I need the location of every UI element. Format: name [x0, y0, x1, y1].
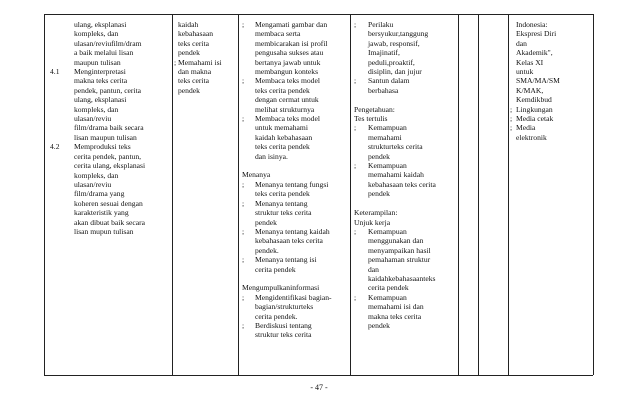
- activity-item: ; Menanya tentang struktur teks cerita pendek: [242, 198, 312, 227]
- activity-item: ; Berdiskusi tentang struktur teks cerita: [242, 320, 312, 340]
- column-divider: [478, 14, 479, 375]
- assessment-item: ; Kemampuan memahami isi dan makna teks cerita pendek: [354, 292, 424, 330]
- material-intro: kaidah kebahasaan teks cerita pendek: [178, 20, 213, 58]
- competency-item: 4.2 Memproduksi teks cerita pendek, pantun, cerita ulang, eksplanasi kompleks, dan ulasan/reviu film/drama yang koheren sesuai dengan karakteristik yang akan dibuat baik secara lisan mupun tulisan: [50, 142, 146, 236]
- activity-item: ; Membaca teks model teks cerita pendek dengan cermat untuk melihat strukturnya: [242, 76, 320, 114]
- competency-item: 4.1 Menginterpretasi makna teks cerita pendek, pantun, cerita ulang, eksplanasi kompleks, dan ulasan/reviu film/drama baik secara lisan maupun tulisan: [50, 67, 144, 142]
- table-border-right: [593, 14, 594, 375]
- assessment-column: [354, 20, 456, 330]
- column-divider: [508, 14, 509, 375]
- section-subheading: Unjuk kerja: [354, 217, 391, 227]
- column-divider: [458, 14, 459, 375]
- competency-column: [50, 20, 170, 236]
- activity-item: ; Menanya tentang fungsi teks cerita pendek: [242, 179, 329, 199]
- section-subheading: Tes tertulis: [354, 114, 388, 124]
- competency-intro: ulang, eksplanasi kompleks, dan ulasan/reviufilm/dram a baik melalui lisan maupun tulisan: [74, 20, 142, 67]
- assessment-item: ; Kemampuan memahami kaidah kebahasaan teks cerita pendek: [354, 161, 436, 199]
- column-divider: [172, 14, 173, 375]
- section-heading: Pengetahuan:: [354, 104, 395, 114]
- table-bottom-border: [44, 375, 593, 376]
- material-column: [174, 20, 236, 95]
- activities-column: [242, 20, 348, 340]
- column-divider: [238, 14, 239, 375]
- assessment-item: ; Kemampuan menggunakan dan menyampaikan hasil pemahaman struktur dan kaidahkebahasaanteks cerita pendek: [354, 226, 436, 293]
- sources-intro: Indonesia: Ekspresi Diri dan Akademik", Kelas XI untuk SMA/MA/SM K/MAK, Kemdikbud: [516, 20, 560, 105]
- assessment-item: ; Perilaku bersyukur,tanggung jawab, responsif, Imajinatif, peduli,proaktif, disiplin, dan jujur: [354, 20, 429, 77]
- activity-item: ; Membaca teks model untuk memahami kaidah kebahasaan teks cerita pendek dan isinya.: [242, 114, 320, 161]
- activity-item: ; Mengamati gambar dan membaca serta membicarakan isi profil pengusaha sukses atau bertanya jawab untuk membangun konteks: [242, 20, 328, 77]
- page-number: - 47 -: [310, 383, 328, 392]
- source-item: ; Lingkungan: [510, 104, 553, 114]
- section-heading: Menanya: [242, 170, 271, 180]
- activity-item: ; Menanya tentang isi cerita pendek: [242, 255, 317, 274]
- section-heading: Keterampilan:: [354, 208, 398, 218]
- activity-item: ; Menanya tentang kaidah kebahasaan teks cerita pendek.: [242, 226, 330, 255]
- activity-item: ; Mengidentifikasi bagian- bagian/strukturteks cerita pendek.: [242, 292, 332, 321]
- sources-column: [510, 20, 592, 142]
- assessment-item: ; Kemampuan memahami strukturteks cerita pendek: [354, 123, 423, 161]
- source-item: ; Media cetak: [510, 114, 554, 124]
- section-heading: Mengumpulkaninformasi: [242, 283, 320, 293]
- table-border-left: [44, 14, 45, 375]
- assessment-item: ; Santun dalam berbahasa: [354, 76, 410, 95]
- column-divider: [350, 14, 351, 375]
- source-item: ; Media elektronik: [510, 123, 547, 142]
- material-item: ; Memahami isi dan makna teks cerita pendek: [174, 57, 222, 95]
- table-top-border: [44, 14, 593, 15]
